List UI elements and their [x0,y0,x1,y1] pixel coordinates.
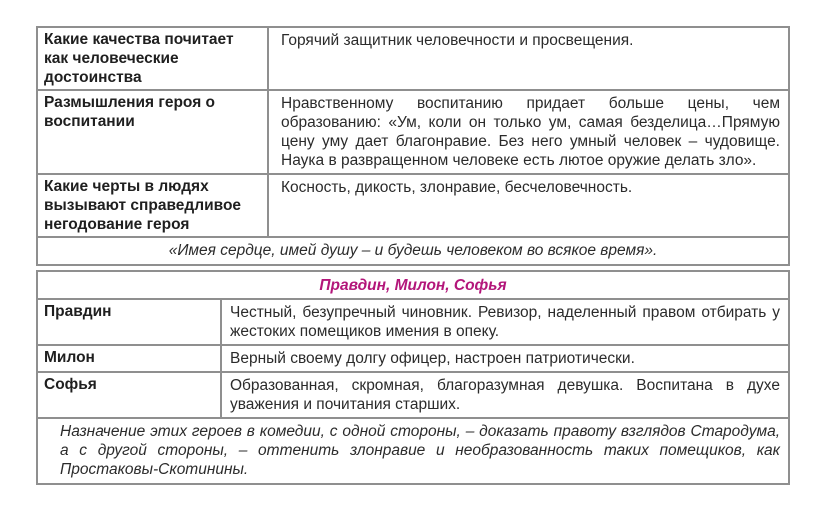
table-row [37,372,789,418]
row-value: Честный, безупречный чиновник. Ревизор, наделенный правом отбирать у жестоких помещиков имения в опеку. [221,299,789,345]
row-label: Размышления героя о воспитании [37,90,268,174]
row-value: Косность, дикость, злонравие, бесчеловечность. [268,174,789,237]
table-row [37,27,789,90]
row-label: Какие черты в людях вызывают справедливое негодование героя [37,174,268,237]
row-label: Правдин [37,299,221,345]
row-value: Нравственному воспитанию придает больше цены, чем образованию: «Ум, коли он только ум, самая безделица…Прямую цену уму дает благонравие. Без него умный человек – чудовище. Наука в развращенном человеке есть лютое оружие делать зло». [268,90,789,174]
positive-heroes-table [36,270,790,485]
table-row [37,90,789,174]
quote-cell: «Имея сердце, имей душу – и будешь человеком во всякое время». [37,237,789,265]
row-value: Образованная, скромная, благоразумная девушка. Воспитана в духе уважения и почитания старших. [221,372,789,418]
row-value: Горячий защитник человечности и просвещения. [268,27,789,90]
row-value: Верный своему долгу офицер, настроен патриотически. [221,345,789,372]
note-cell: Назначение этих героев в комедии, с одной стороны, – доказать правоту взглядов Стародума, а с другой стороны, – оттенить злонравие и необразованность таких помещиков, как Простаковы-Скотинины. [37,418,789,484]
table-row [37,237,789,265]
table-row [37,345,789,372]
table-row [37,299,789,345]
table-row [37,418,789,484]
table-row [37,174,789,237]
table-header-row [37,271,789,299]
row-label: Милон [37,345,221,372]
table-header: Правдин, Милон, Софья [37,271,789,299]
row-label: Софья [37,372,221,418]
row-label: Какие качества почитает как человеческие достоинства [37,27,268,90]
stardum-traits-table [36,26,790,266]
